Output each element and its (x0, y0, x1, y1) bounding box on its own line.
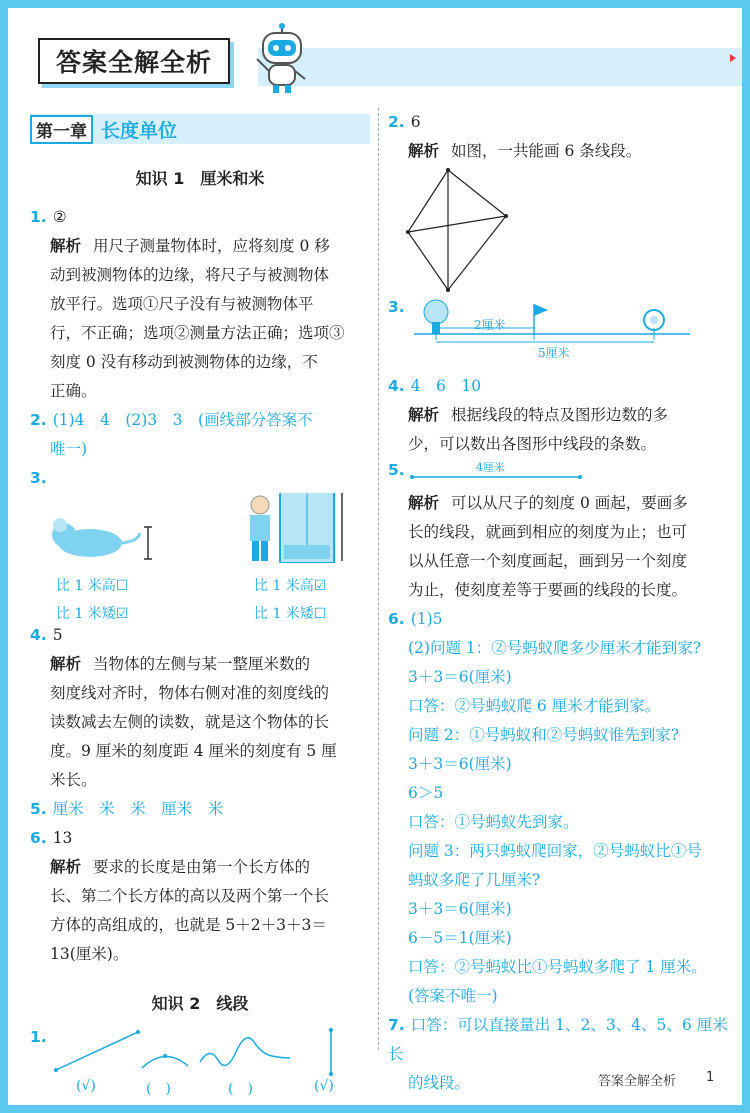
robot-mascot-icon (251, 23, 313, 95)
answer-line: 唯一) (50, 440, 88, 458)
header-band (258, 48, 742, 86)
analysis-line: 刻度线对齐时，物体右侧对准的刻度线的 (50, 684, 330, 702)
page-number: 1 (706, 1070, 715, 1085)
analysis-line: 正确。 (50, 382, 97, 400)
analysis-line: 刻度 0 没有移动到被测物体的边缘，不 (50, 353, 318, 371)
analysis-line: 以从任意一个刻度画起，画到另一个刻度 (408, 552, 688, 570)
analysis-line: 长、第二个长方体的高以及两个第一个长 (50, 887, 330, 905)
analysis-line: 13(厘米)。 (50, 945, 129, 963)
label-4cm: 4厘米 (476, 461, 505, 474)
analysis-line: 米长。 (50, 771, 97, 789)
analysis-line: 长的线段，就画到相应的刻度为止；也可 (408, 523, 688, 541)
label-5cm: 5厘米 (538, 346, 570, 360)
answer-2: 2. (1)4 4 (2)3 3 (画线部分答案不 (30, 411, 313, 429)
caption-shorter-1: 比 1 米矮☑ (56, 606, 129, 622)
analysis-r2: 解析 如图，一共能画 6 条线段。 (408, 142, 642, 160)
segment-4cm-figure: 5. 4厘米 (388, 459, 728, 489)
answer-line: 6＞5 (408, 784, 444, 802)
line-types-figure: 1. (√) ( ) ( ) (√) (30, 1028, 370, 1098)
mark-3: ( ) (228, 1081, 253, 1097)
analysis-4: 解析 当物体的左侧与某一整厘米数的 (50, 655, 311, 673)
header-title-box (38, 38, 230, 84)
chapter-number: 第一章 (30, 115, 93, 144)
answer-line: 口答：②号蚂蚁爬 6 厘米才能到家。 (408, 697, 661, 715)
caption-taller-1: 比 1 米高☐ (56, 578, 129, 594)
analysis-line: 方体的高组成的，也就是 5＋2＋3＋3＝ (50, 916, 327, 934)
answer-line: 3＋3＝6(厘米) (408, 668, 512, 686)
analysis-line: 放平行。选项①尺子没有与被测物体平 (50, 295, 314, 313)
analysis-line: 为止，使刻度差等于要画的线段的长度。 (408, 581, 688, 599)
label-2cm: 2厘米 (474, 318, 506, 332)
answer-line: 3＋3＝6(厘米) (408, 755, 512, 773)
chapter-name: 长度单位 (101, 119, 178, 142)
answer-r4: 4. 4 6 10 (388, 377, 482, 395)
answer-line: (2)问题 1：②号蚂蚁爬多少厘米才能到家? (408, 639, 702, 657)
answer-3-figure (30, 493, 370, 621)
mouse-person-wardrobe-illustration (30, 493, 370, 563)
answer-line: 口答：①号蚂蚁先到家。 (408, 813, 579, 831)
right-column (388, 108, 728, 1098)
column-divider (378, 108, 379, 1050)
analysis-line: 动到被测物体的边缘，将尺子与被测物体 (50, 266, 330, 284)
answer-line: (答案不唯一) (408, 987, 498, 1005)
mark-4: (√) (314, 1078, 334, 1094)
mark-1: (√) (76, 1078, 96, 1094)
tree-flag-flower-figure: 3. 2厘米 5厘米 (388, 298, 728, 372)
answer-1: 1. ② (30, 208, 67, 226)
answer-4: 4. 5 (30, 626, 63, 644)
answer-line: 3＋3＝6(厘米) (408, 900, 512, 918)
header-title: 答案全解全析 (55, 48, 212, 77)
analysis-line: 少，可以数出各图形中线段的条数。 (408, 435, 657, 453)
answer-r7: 7. 口答：可以直接量出 1、2、3、4、5、6 厘米长 (388, 1016, 728, 1063)
chapter-heading (30, 114, 370, 144)
analysis-r5: 解析 可以从尺子的刻度 0 画起，要画多 (408, 494, 688, 512)
analysis-6: 解析 要求的长度是由第一个长方体的 (50, 858, 311, 876)
corner-mark (730, 54, 736, 62)
footer-title: 答案全解全析 (598, 1074, 677, 1089)
left-column (30, 108, 370, 1098)
analysis-line: 读数减去左侧的读数，就是这个物体的长 (50, 713, 330, 731)
analysis-line: 度。9 厘米的刻度距 4 厘米的刻度有 5 厘 (50, 742, 337, 760)
answer-6: 6. 13 (30, 829, 73, 847)
answer-line: 的线段。 (408, 1074, 471, 1092)
answer-line: 蚂蚁多爬了几厘米? (408, 871, 541, 889)
answer-r2: 2. 6 (388, 113, 421, 131)
caption-shorter-2: 比 1 米矮☐ (254, 606, 327, 622)
answer-line: 问题 3：两只蚂蚁爬回家，②号蚂蚁比①号 (408, 842, 702, 860)
analysis-line: 行，不正确；选项②测量方法正确；选项③ (50, 324, 345, 342)
analysis-r4: 解析 根据线段的特点及图形边数的多 (408, 406, 669, 424)
answer-line: 6－5＝1(厘米) (408, 929, 512, 947)
analysis-1: 解析 用尺子测量物体时，应将刻度 0 移 (50, 237, 330, 255)
answer-3: 3. (30, 469, 47, 487)
segment-curve-wave-line-illustration (50, 1028, 380, 1076)
mark-2: ( ) (146, 1081, 171, 1097)
answer-5: 5. 厘米 米 米 厘米 米 (30, 800, 224, 818)
caption-taller-2: 比 1 米高☑ (254, 578, 327, 594)
answer-line: 口答：②号蚂蚁比①号蚂蚁多爬了 1 厘米。 (408, 958, 707, 976)
answer-line: 问题 2：①号蚂蚁和②号蚂蚁谁先到家? (408, 726, 680, 744)
section-title-2: 知识 2 线段 (151, 994, 249, 1013)
section-title-1: 知识 1 厘米和米 (135, 169, 265, 188)
answer-r6: 6. (1)5 (388, 610, 443, 628)
kite-segments-figure (404, 166, 524, 294)
